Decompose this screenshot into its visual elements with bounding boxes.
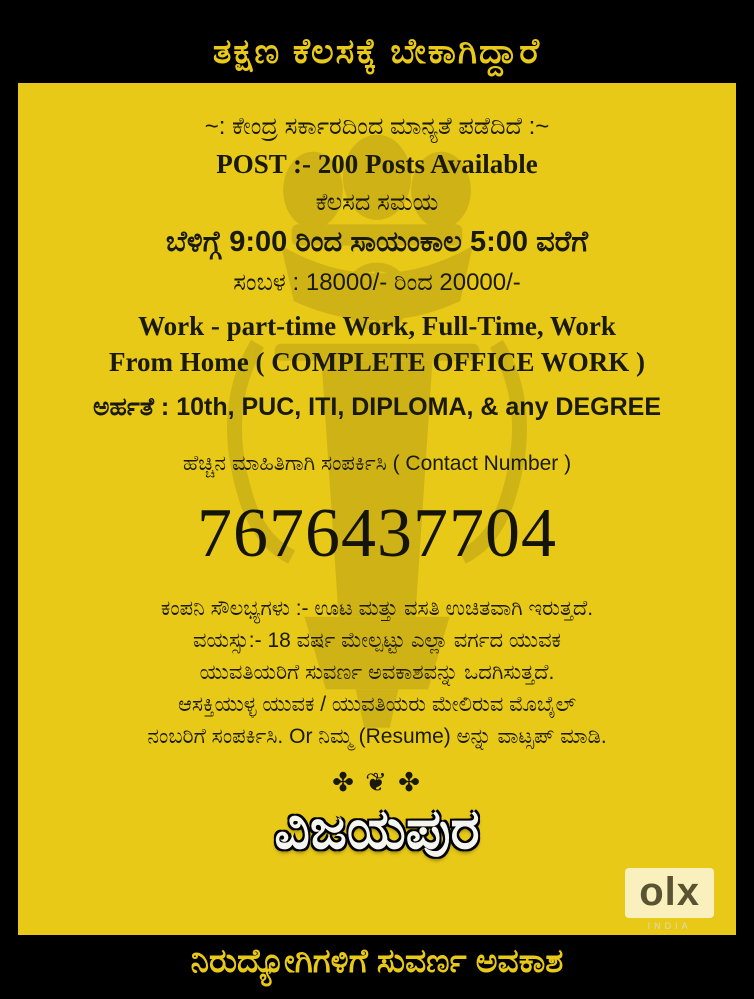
olx-logo-sublabel: INDIA [647,921,692,931]
poster-footer: ನಿರುದ್ಯೋಗಿಗಳಿಗೆ ಸುವರ್ಣ ಅವಕಾಶ [18,932,736,989]
line-work-timing-label: ಕೆಲಸದ ಸಮಯ [315,188,439,216]
body-line-apply-1: ಆಸಕ್ತಿಯುಳ್ಳ ಯುವಕ / ಯುವತಿಯರು ಮೇಲಿರುವ ಮೊಬೈಲ್ [177,692,577,716]
body-line-age-2: ಯುವತಿಯರಿಗೆ ಸುವರ್ಣ ಅವಕಾಶವನ್ನು ಒದಗಿಸುತ್ತದೆ. [199,660,555,684]
line-work-type-1: Work - part-time Work, Full-Time, Work [138,311,616,341]
line-post-count: POST :- 200 Posts Available [216,149,538,179]
ornamental-divider: ✤ ❦ ✤ [332,766,422,797]
line-salary: ಸಂಬಳ : 18000/- ರಿಂದ 20000/- [233,269,521,296]
contact-phone-number[interactable]: 7676437704 [197,495,557,572]
line-work-type-2: From Home ( COMPLETE OFFICE WORK ) [109,346,645,377]
body-line-apply-2: ನಂಬರಿಗೆ ಸಂಪರ್ಕಿಸಿ. Or ನಿಮ್ಮ (Resume) ಅನ್ನು ವಾಟ್ಸಪ್ ಮಾಡಿ. [147,724,607,748]
olx-logo-text: olx [625,868,714,918]
line-work-timing-value: ಬೆಳಿಗ್ಗೆ 9:00 ರಿಂದ ಸಾಯಂಕಾಲ 5:00 ವರೆಗೆ [165,225,589,258]
poster-content [18,22,736,859]
line-government-approved: ~: ಕೇಂದ್ರ ಸರ್ಕಾರದಿಂದ ಮಾನ್ಯತೆ ಪಡೆದಿದೆ :~ [204,113,550,140]
poster-body-text [18,593,736,753]
line-qualification: ಅರ್ಹತೆ : 10th, PUC, ITI, DIPLOMA, & any DEGREE [92,392,661,421]
olx-watermark [625,868,714,931]
line-contact-prompt: ಹೆಚ್ಚಿನ ಮಾಹಿತಿಗಾಗಿ ಸಂಪರ್ಕಿಸಿ ( Contact Number ) [182,451,572,475]
poster-title: ತಕ್ಷಣ ಕೆಲಸಕ್ಕೆ ಬೇಕಾಗಿದ್ದಾರೆ [18,22,736,86]
city-name: ವಿಜಯಪುರ [274,797,480,860]
body-line-age-1: ವಯಸ್ಸು:- 18 ವರ್ಷ ಮೇಲ್ಪಟ್ಟು ಎಲ್ಲಾ ವರ್ಗದ ಯುವಕ [192,628,562,652]
body-line-benefits: ಕಂಪನಿ ಸೌಲಭ್ಯಗಳು :- ಊಟ ಮತ್ತು ವಸತಿ ಉಚಿತವಾಗಿ ಇರುತ್ತದೆ. [160,597,594,620]
